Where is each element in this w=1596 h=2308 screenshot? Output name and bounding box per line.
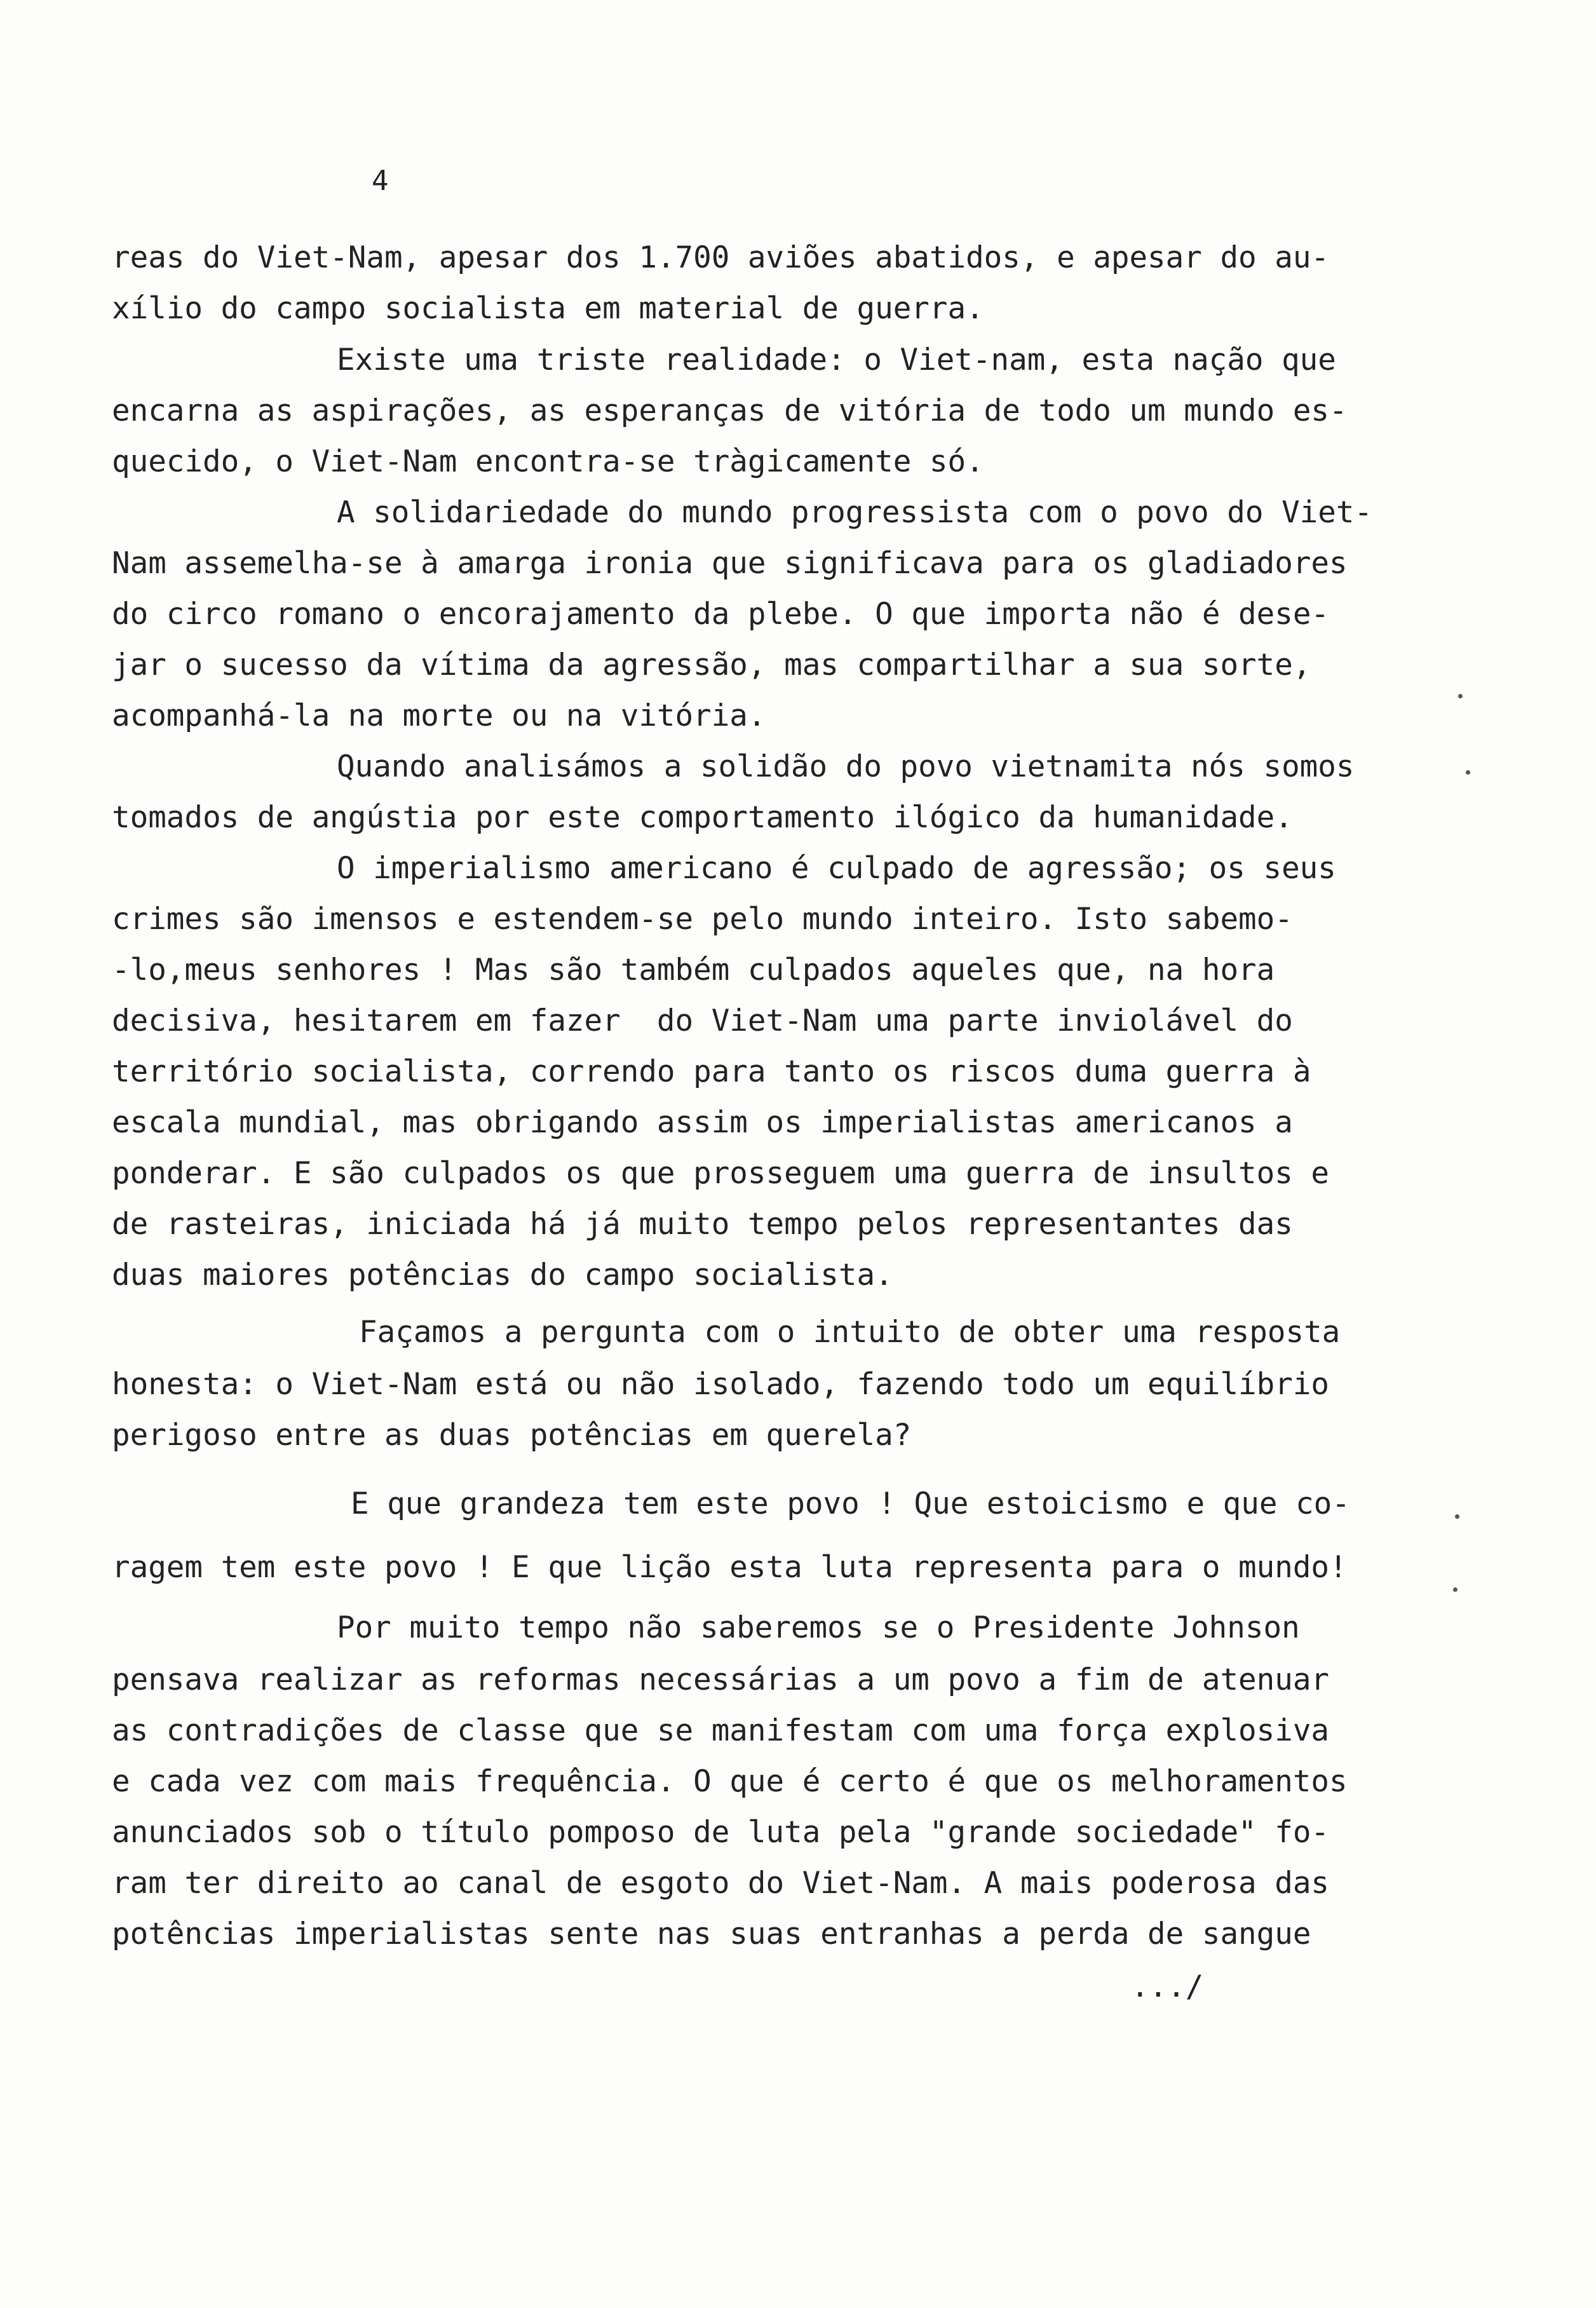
- text-line: de rasteiras, iniciada há já muito tempo pelos representantes das: [112, 1207, 1293, 1242]
- text-line: Nam assemelha-se à amarga ironia que significava para os gladiadores: [112, 546, 1348, 581]
- text-line: e cada vez com mais frequência. O que é certo é que os melhoramentos: [112, 1764, 1348, 1799]
- text-line: reas do Viet-Nam, apesar dos 1.700 aviões abatidos, e apesar do au-: [112, 240, 1330, 275]
- text-line: ram ter direito ao canal de esgoto do Viet-Nam. A mais poderosa das: [112, 1866, 1330, 1901]
- text-line: ragem tem este povo ! E que lição esta luta representa para o mundo!: [112, 1550, 1348, 1585]
- text-line: Quando analisámos a solidão do povo vietnamita nós somos: [337, 749, 1355, 784]
- text-line: potências imperialistas sente nas suas entranhas a perda de sangue: [112, 1917, 1311, 1952]
- text-line: escala mundial, mas obrigando assim os imperialistas americanos a: [112, 1105, 1293, 1140]
- text-line: xílio do campo socialista em material de guerra.: [112, 291, 984, 326]
- text-line: Por muito tempo não saberemos se o Presidente Johnson: [337, 1610, 1300, 1645]
- paper-speck: [1466, 770, 1470, 775]
- text-line: pensava realizar as reformas necessárias a um povo a fim de atenuar: [112, 1662, 1330, 1697]
- text-line: território socialista, correndo para tanto os riscos duma guerra à: [112, 1054, 1311, 1089]
- text-line: as contradições de classe que se manifestam com uma força explosiva: [112, 1713, 1330, 1748]
- text-line: duas maiores potências do campo socialista.: [112, 1258, 893, 1293]
- text-line: jar o sucesso da vítima da agressão, mas compartilhar a sua sorte,: [112, 648, 1311, 682]
- text-line: Façamos a pergunta com o intuito de obter uma resposta: [359, 1315, 1341, 1350]
- text-line: decisiva, hesitarem em fazer do Viet-Nam uma parte inviolável do: [112, 1003, 1293, 1038]
- text-line: perigoso entre as duas potências em querela?: [112, 1418, 912, 1453]
- text-line: crimes são imensos e estendem-se pelo mundo inteiro. Isto sabemo-: [112, 902, 1293, 937]
- text-line: Existe uma triste realidade: o Viet-nam, esta nação que: [337, 343, 1336, 377]
- text-line: tomados de angústia por este comportamento ilógico da humanidade.: [112, 800, 1293, 835]
- paper-speck: [1458, 694, 1463, 698]
- page-number: 4: [372, 165, 389, 197]
- text-line: honesta: o Viet-Nam está ou não isolado, fazendo todo um equilíbrio: [112, 1367, 1330, 1402]
- text-line: encarna as aspirações, as esperanças de vitória de todo um mundo es-: [112, 393, 1348, 428]
- text-line: quecido, o Viet-Nam encontra-se tràgicamente só.: [112, 444, 984, 479]
- text-line: E que grandeza tem este povo ! Que estoicismo e que co-: [351, 1486, 1350, 1521]
- paper-speck: [1455, 1514, 1459, 1519]
- text-line: O imperialismo americano é culpado de agressão; os seus: [337, 851, 1336, 886]
- text-line: do circo romano o encorajamento da plebe. O que importa não é dese-: [112, 597, 1330, 632]
- continuation-mark: .../: [1131, 1969, 1204, 2004]
- text-line: A solidariedade do mundo progressista com o povo do Viet-: [337, 495, 1373, 530]
- paper-speck: [1453, 1587, 1457, 1592]
- text-line: ponderar. E são culpados os que prosseguem uma guerra de insultos e: [112, 1156, 1330, 1191]
- text-line: acompanhá-la na morte ou na vitória.: [112, 698, 766, 733]
- text-line: anunciados sob o título pomposo de luta pela "grande sociedade" fo-: [112, 1815, 1330, 1850]
- text-line: -lo,meus senhores ! Mas são também culpados aqueles que, na hora: [112, 953, 1275, 988]
